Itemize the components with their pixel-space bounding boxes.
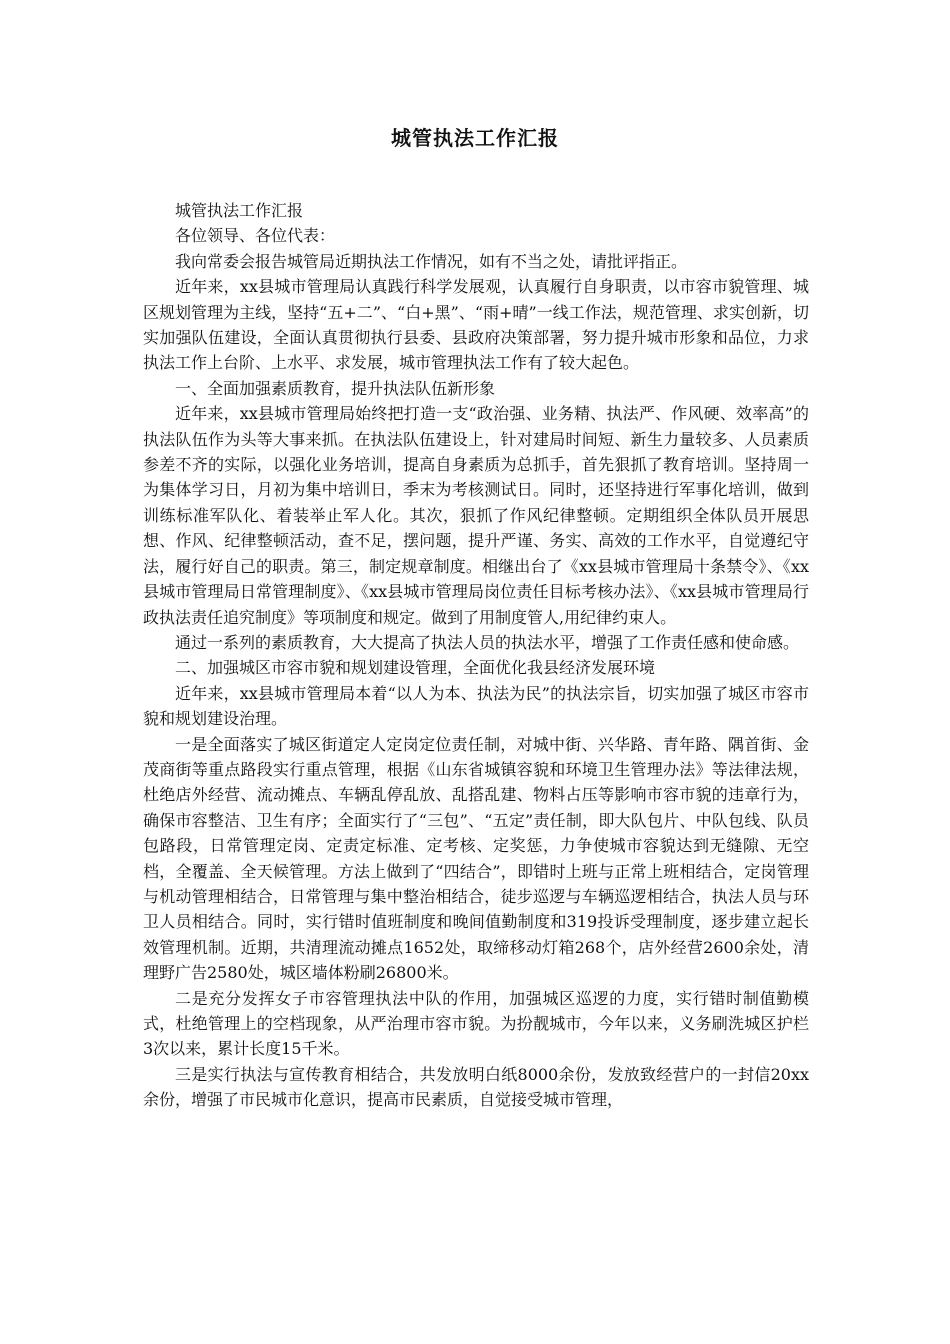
paragraph-salutation: 各位领导、各位代表： [175, 226, 336, 246]
section-heading-2: 二、加强城区市容市貌和规划建设管理，全面优化我县经济发展环境 [175, 658, 656, 678]
paragraph-item-1: 一是全面落实了城区街道定人定岗定位责任制，对城中街、兴华路、青年路、隅首街、金茂商街等重点路段实行重点管理，根据《山东省城镇容貌和环境卫生管理办法》等法律法规，杜绝店外经营、流动摊点、车辆乱停乱放、乱搭乱建、物料占压等影响市容市貌的违章行为，确保市容整洁、卫生有序；全面实行了“三包”、“五定”责任制，即大队包片、中队包线、队员包路段，日常管理定岗、定责定标准、定考核、定奖惩，力争使城市容貌达到无缝隙、无空档，全覆盖、全天候管理。方法上做到了“四结合”，即错时上班与正常上班相结合，定岗管理与机动管理相结合，日常管理与集中整治相结合，徒步巡逻与车辆巡逻相结合，执法人员与环卫人员相结合。同时，实行错时值班制度和晚间值勤制度和319投诉受理制度，逐步建立起长效管理机制。近期，共清理流动摊点1652处，取缔移动灯箱268个，店外经营2600余处，清理野广告2580处，城区墙体粉刷26800米。 [143, 734, 809, 983]
document-body [143, 198, 809, 1113]
paragraph-overview: 近年来，xx县城市管理局认真践行科学发展观，认真履行自身职责，以市容市貌管理、城区规划管理为主线，坚持“五+二”、“白+黑”、“雨+晴”一线工作法，规范管理、求实创新，切实加强队伍建设，全面认真贯彻执行县委、县政府决策部署，努力提升城市形象和品位，力求执法工作上台阶、上水平、求发展，城市管理执法工作有了较大起色。 [143, 277, 809, 373]
paragraph-item-2: 二是充分发挥女子市容管理执法中队的作用，加强城区巡逻的力度，实行错时制值勤模式，杜绝管理上的空档现象，从严治理市容市貌。为扮靓城市，今年以来，义务刷洗城区护栏3次以来，累计长度15千米。 [143, 988, 809, 1059]
paragraph-section-1-summary: 通过一系列的素质教育，大大提高了执法人员的执法水平，增强了工作责任感和使命感。 [175, 632, 800, 652]
paragraph-section-1: 近年来，xx县城市管理局始终把打造一支“政治强、业务精、执法严、作风硬、效率高”的执法队伍作为头等大事来抓。在执法队伍建设上，针对建局时间短、新生力量较多、人员素质参差不齐的实际，以强化业务培训，提高自身素质为总抓手，首先狠抓了教育培训。坚持周一为集体学习日，月初为集中培训日，季末为考核测试日。同时，还坚持进行军事化培训，做到训练标准军队化、着装举止军人化。其次，狠抓了作风纪律整顿。定期组织全体队员开展思想、作风、纪律整顿活动，查不足，摆问题，提升严谨、务实、高效的工作水平，自觉遵纪守法，履行好自己的职责。第三，制定规章制度。相继出台了《xx县城市管理局十条禁令》、《xx县城市管理局日常管理制度》、《xx县城市管理局岗位责任目标考核办法》、《xx县城市管理局行政执法责任追究制度》等项制度和规定。做到了用制度管人,用纪律约束人。 [143, 404, 809, 627]
document-title: 城管执法工作汇报 [391, 126, 559, 150]
paragraph-intro: 我向常委会报告城管局近期执法工作情况，如有不当之处，请批评指正。 [175, 251, 688, 271]
paragraph-section-2-intro: 近年来，xx县城市管理局本着“以人为本、执法为民”的执法宗旨，切实加强了城区市容市貌和规划建设治理。 [143, 683, 809, 729]
paragraph-item-3: 三是实行执法与宣传教育相结合，共发放明白纸8000余份，发放致经营户的一封信20xx余份，增强了市民城市化意识，提高市民素质，自觉接受城市管理， [143, 1064, 809, 1110]
paragraph-heading-repeat: 城管执法工作汇报 [175, 201, 304, 220]
section-heading-1: 一、全面加强素质教育，提升执法队伍新形象 [175, 378, 496, 398]
